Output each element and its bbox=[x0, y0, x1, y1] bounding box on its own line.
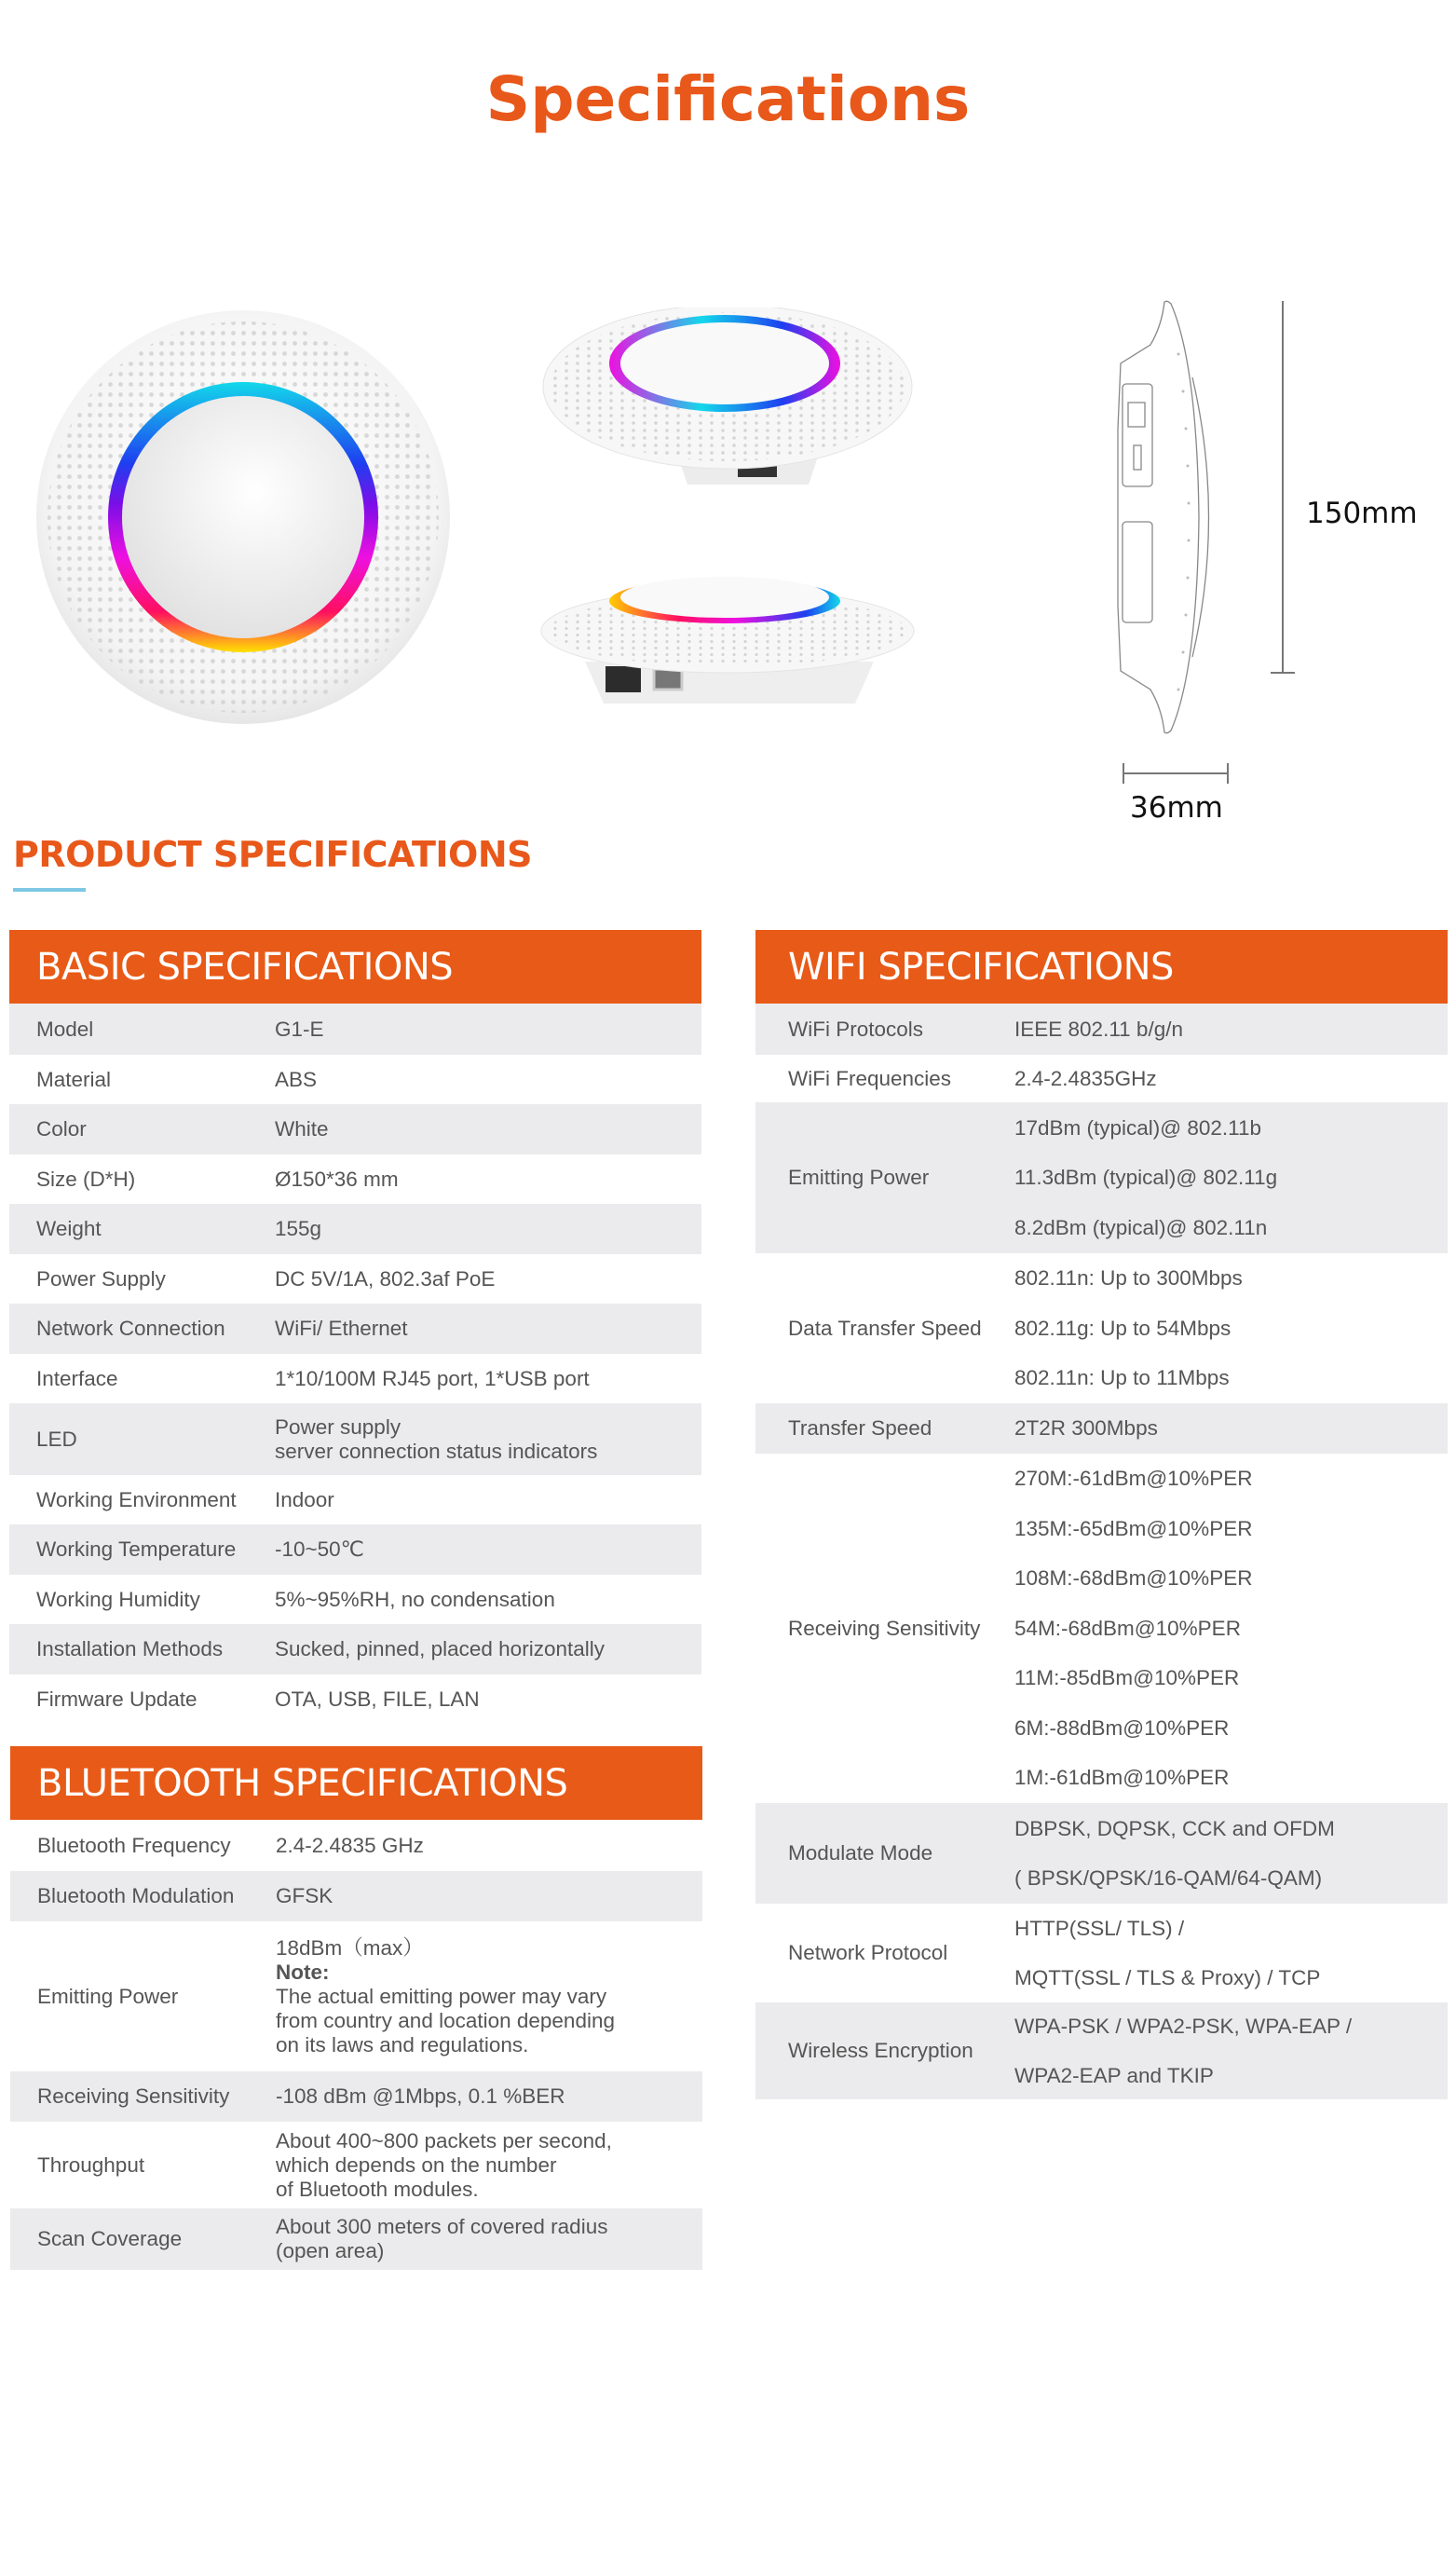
table-row bbox=[9, 1475, 701, 1524]
spec-label: Material bbox=[36, 1067, 112, 1091]
table-row bbox=[10, 2071, 702, 2122]
spec-label: Interface bbox=[36, 1366, 118, 1390]
spec-label: Working Humidity bbox=[36, 1587, 200, 1611]
product-ports-view-image bbox=[538, 573, 916, 713]
spec-label: Bluetooth Modulation bbox=[37, 1884, 235, 1907]
spec-value: WPA-PSK / WPA2-PSK, WPA-EAP / WPA2-EAP and TKIP bbox=[1014, 2014, 1353, 2087]
table-row bbox=[755, 1004, 1448, 1055]
height-dimension-cap bbox=[1271, 672, 1295, 674]
table-row bbox=[755, 1055, 1448, 1102]
spec-label: Power Supply bbox=[36, 1266, 166, 1291]
spec-label: Firmware Update bbox=[36, 1687, 197, 1711]
spec-value: 1*10/100M RJ45 port, 1*USB port bbox=[275, 1366, 590, 1390]
height-dimension-label: 150mm bbox=[1306, 497, 1418, 530]
spec-value: 5%~95%RH, no condensation bbox=[275, 1587, 555, 1611]
page-title: Specifications bbox=[485, 63, 971, 135]
table-row bbox=[755, 2002, 1448, 2099]
spec-value: 18dBm（max） Note: The actual emitting power may vary from country and location depending on its laws and regulations. bbox=[276, 1935, 615, 2056]
table-row bbox=[9, 1674, 701, 1724]
spec-label: Modulate Mode bbox=[788, 1841, 933, 1865]
table-row bbox=[10, 2122, 702, 2208]
spec-value: WiFi/ Ethernet bbox=[275, 1317, 408, 1340]
table-row bbox=[755, 1253, 1448, 1403]
spec-label: Bluetooth Frequency bbox=[37, 1833, 231, 1857]
depth-dimension-cap-left bbox=[1123, 763, 1124, 784]
spec-value: G1-E bbox=[275, 1017, 324, 1041]
spec-value: DBPSK, DQPSK, CCK and OFDM ( BPSK/QPSK/16-QAM/64-QAM) bbox=[1014, 1816, 1335, 1890]
spec-label: LED bbox=[36, 1427, 77, 1451]
spec-value: Ø150*36 mm bbox=[275, 1167, 399, 1191]
spec-label: Working Environment bbox=[36, 1487, 237, 1511]
heading-underline bbox=[13, 888, 86, 892]
spec-value: Power supply server connection status indicators bbox=[275, 1414, 598, 1463]
spec-label: Throughput bbox=[37, 2152, 145, 2177]
product-angled-view-image bbox=[538, 307, 916, 485]
spec-value: Indoor bbox=[275, 1487, 334, 1511]
spec-label: Transfer Speed bbox=[788, 1416, 932, 1440]
wifi-specifications-table bbox=[755, 930, 1448, 2099]
table-row bbox=[9, 1155, 701, 1204]
table-row bbox=[9, 1304, 701, 1354]
table-row bbox=[9, 1104, 701, 1155]
table-row bbox=[755, 1904, 1448, 2002]
table-row bbox=[755, 1403, 1448, 1454]
table-row bbox=[9, 1204, 701, 1254]
table-row bbox=[9, 1575, 701, 1624]
table-row bbox=[9, 1403, 701, 1475]
spec-label: Model bbox=[36, 1017, 94, 1041]
table-row bbox=[755, 1454, 1448, 1803]
spec-value: Sucked, pinned, placed horizontally bbox=[275, 1637, 605, 1660]
spec-label: Network Connection bbox=[36, 1317, 225, 1340]
spec-label: Size (D*H) bbox=[36, 1167, 136, 1191]
spec-value: -10~50℃ bbox=[275, 1537, 364, 1561]
spec-value: 802.11n: Up to 300Mbps 802.11g: Up to 54Mbps 802.11n: Up to 11Mbps bbox=[1014, 1266, 1243, 1390]
table-row bbox=[10, 1820, 702, 1871]
spec-label: Receiving Sensitivity bbox=[788, 1616, 981, 1640]
table-row bbox=[755, 1803, 1448, 1904]
bluetooth-specifications-table bbox=[10, 1746, 702, 2270]
spec-value: 17dBm (typical)@ 802.11b 11.3dBm (typical)@ 802.11g 8.2dBm (typical)@ 802.11n bbox=[1014, 1115, 1278, 1239]
spec-value: 2T2R 300Mbps bbox=[1014, 1416, 1158, 1440]
table-row bbox=[10, 2208, 702, 2270]
table-row bbox=[10, 1871, 702, 1921]
spec-value: White bbox=[275, 1117, 329, 1141]
spec-label: Color bbox=[36, 1117, 87, 1141]
spec-value: DC 5V/1A, 802.3af PoE bbox=[275, 1266, 496, 1291]
table-row bbox=[9, 1055, 701, 1104]
table-row bbox=[10, 1921, 702, 2071]
spec-label: Emitting Power bbox=[788, 1166, 930, 1189]
spec-value: IEEE 802.11 b/g/n bbox=[1014, 1017, 1183, 1041]
spec-value: 2.4-2.4835GHz bbox=[1014, 1066, 1157, 1090]
spec-label: Scan Coverage bbox=[37, 2227, 183, 2250]
spec-value: 270M:-61dBm@10%PER 135M:-65dBm@10%PER 108M:-68dBm@10%PER 54M:-68dBm@10%PER 11M:-85dBm@10%PER 6M:-88dBm@10%PER 1M:-61dBm@10%PER bbox=[1014, 1467, 1253, 1790]
spec-value: OTA, USB, FILE, LAN bbox=[275, 1687, 480, 1711]
product-side-drawing bbox=[1113, 298, 1216, 736]
spec-label: Emitting Power bbox=[37, 1984, 179, 2008]
table-row bbox=[9, 1004, 701, 1055]
spec-label: Weight bbox=[36, 1217, 102, 1240]
spec-value: ABS bbox=[275, 1067, 318, 1091]
depth-dimension-line bbox=[1123, 772, 1228, 774]
spec-value: 2.4-2.4835 GHz bbox=[276, 1833, 424, 1857]
table-header: WIFI SPECIFICATIONS bbox=[755, 930, 1448, 1004]
spec-label: Network Protocol bbox=[788, 1941, 948, 1964]
depth-dimension-cap-right bbox=[1227, 763, 1229, 784]
table-header: BASIC SPECIFICATIONS bbox=[9, 930, 701, 1004]
spec-value: About 300 meters of covered radius (open area) bbox=[276, 2215, 608, 2262]
spec-label: WiFi Frequencies bbox=[788, 1066, 952, 1090]
spec-label: Working Temperature bbox=[36, 1537, 237, 1561]
spec-label: WiFi Protocols bbox=[788, 1017, 924, 1041]
table-row bbox=[9, 1524, 701, 1575]
spec-value: HTTP(SSL/ TLS) / MQTT(SSL / TLS & Proxy) / TCP bbox=[1014, 1916, 1321, 1989]
table-row bbox=[9, 1354, 701, 1403]
spec-label: Receiving Sensitivity bbox=[37, 2084, 230, 2108]
spec-value: About 400~800 packets per second, which depends on the number of Bluetooth modules. bbox=[276, 2128, 612, 2201]
spec-label: Data Transfer Speed bbox=[788, 1316, 982, 1340]
depth-dimension-label: 36mm bbox=[1130, 791, 1223, 825]
spec-label: Wireless Encryption bbox=[788, 2039, 973, 2062]
table-row bbox=[9, 1254, 701, 1304]
product-specifications-heading: PRODUCT SPECIFICATIONS bbox=[13, 834, 533, 875]
spec-value: -108 dBm @1Mbps, 0.1 %BER bbox=[276, 2084, 565, 2108]
product-top-view-image bbox=[34, 307, 453, 727]
spec-value: GFSK bbox=[276, 1884, 333, 1907]
table-row bbox=[755, 1102, 1448, 1253]
table-header: BLUETOOTH SPECIFICATIONS bbox=[10, 1746, 702, 1820]
basic-specifications-table bbox=[9, 930, 701, 1724]
spec-value: 155g bbox=[275, 1217, 322, 1240]
height-dimension-line bbox=[1282, 301, 1284, 672]
table-row bbox=[9, 1624, 701, 1674]
spec-label: Installation Methods bbox=[36, 1637, 224, 1660]
